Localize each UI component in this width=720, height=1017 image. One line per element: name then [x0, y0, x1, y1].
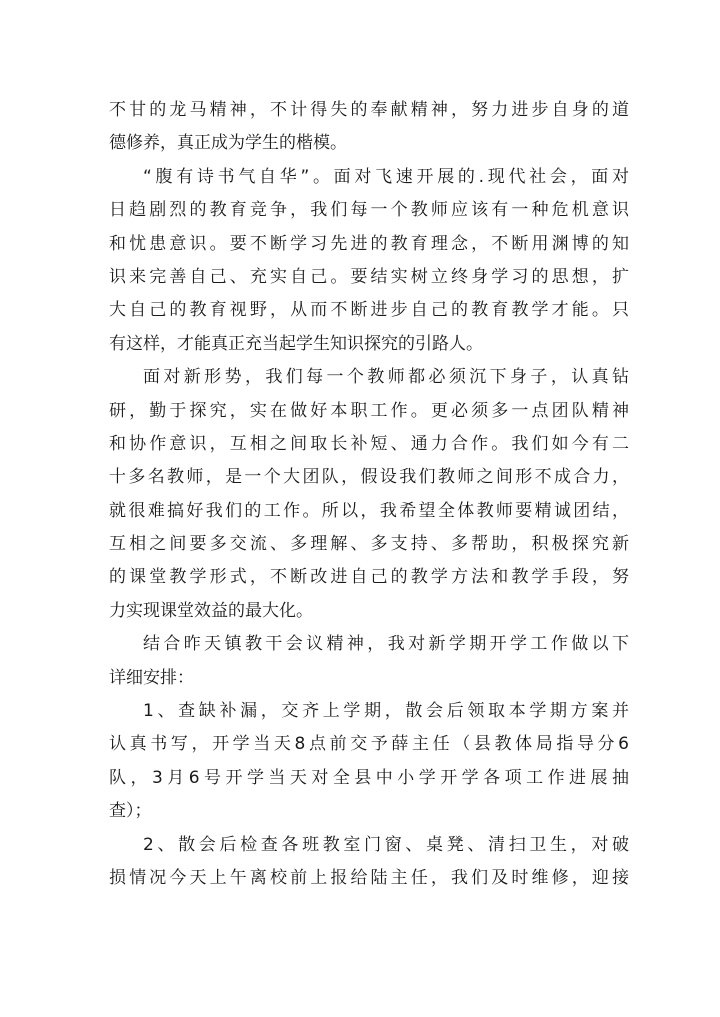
document-body	[109, 94, 629, 895]
paragraph-1	[109, 94, 629, 161]
text-line: 查）；	[109, 801, 152, 822]
text-line: 识来完善自己、充实自己。要结实树立终身学习的思想，扩	[109, 266, 629, 287]
text-line: 认真书写，开学当天8点前交予薛主任（县教体局指导分6	[109, 734, 629, 755]
text-line: 日趋剧烈的教育竞争，我们每一个教师应该有一种危机意识	[109, 200, 629, 221]
text-line: 队，3月6号开学当天对全县中小学开学各项工作进展抽	[109, 767, 629, 788]
paragraph-3	[109, 361, 629, 628]
paragraph-6	[109, 829, 629, 896]
text-line: “腹有诗书气自华”。面对飞速开展的.现代社会，面对	[143, 166, 629, 187]
text-line: 不甘的龙马精神，不计得失的奉献精神，努力进步自身的道	[109, 100, 629, 120]
paragraph-4	[109, 628, 629, 695]
text-line: 1、查缺补漏，交齐上学期，散会后领取本学期方案并	[143, 701, 629, 722]
text-line: 德修养，真正成为学生的楷模。	[109, 133, 347, 154]
text-line: 大自己的教育视野，从而不断进步自己的教育教学才能。只	[109, 300, 629, 321]
text-line: 互相之间要多交流、多理解、多支持、多帮助，积极探究新	[109, 534, 629, 555]
text-line: 就很难搞好我们的工作。所以，我希望全体教师要精诚团结，	[109, 500, 629, 521]
text-line: 结合昨天镇教干会议精神，我对新学期开学工作做以下	[143, 634, 629, 655]
text-line: 和协作意识，互相之间取长补短、通力合作。我们如今有二	[109, 433, 629, 454]
text-line: 详细安排：	[109, 667, 194, 688]
text-line: 有这样，才能真正充当起学生知识探究的引路人。	[109, 333, 483, 354]
paragraph-2	[109, 161, 629, 361]
text-line: 2、散会后检查各班教室门窗、桌凳、清扫卫生，对破	[143, 834, 629, 855]
text-line: 研，勤于探究，实在做好本职工作。更必须多一点团队精神	[109, 400, 629, 421]
paragraph-5	[109, 695, 629, 829]
text-line: 损情况今天上午离校前上报给陆主任，我们及时维修，迎接	[109, 867, 629, 888]
text-line: 和忧患意识。要不断学习先进的教育理念，不断用渊博的知	[109, 233, 629, 254]
text-line: 的课堂教学形式，不断改进自己的教学方法和教学手段，努	[109, 567, 629, 588]
text-line: 十多名教师，是一个大团队，假设我们教师之间形不成合力，	[109, 467, 629, 488]
text-line: 面对新形势，我们每一个教师都必须沉下身子，认真钻	[143, 367, 629, 388]
text-line: 力实现课堂效益的最大化。	[109, 600, 313, 621]
